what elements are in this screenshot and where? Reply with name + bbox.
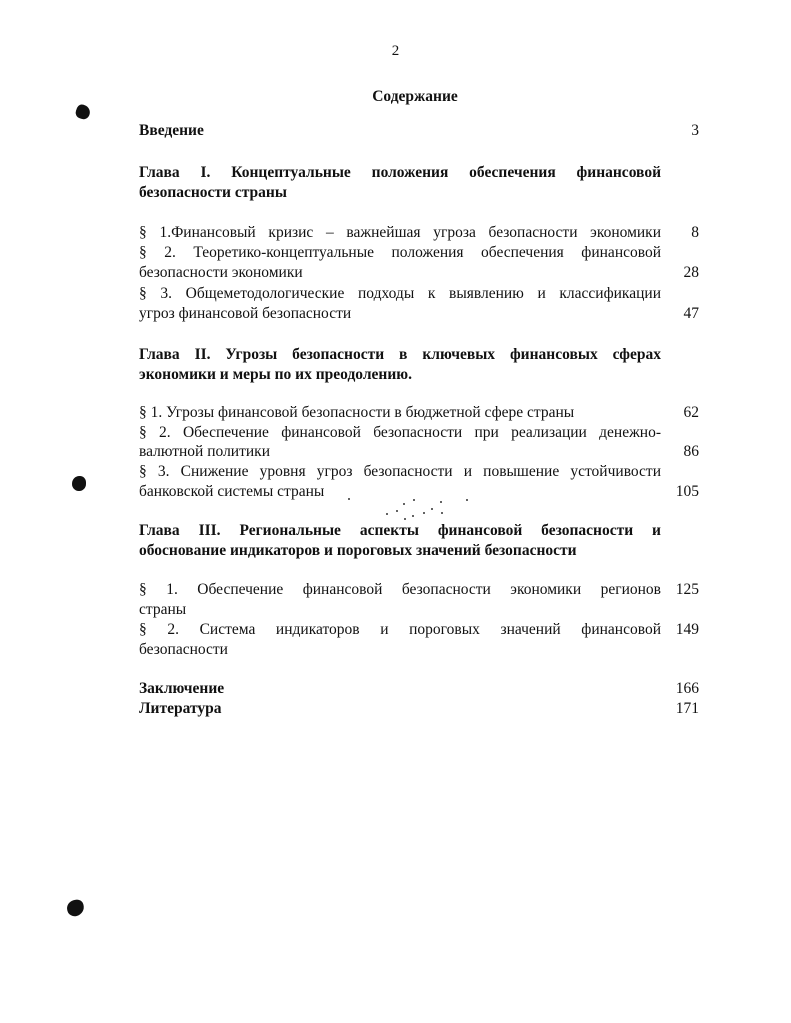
section-page: 47 (683, 305, 699, 322)
scan-speck (441, 512, 443, 514)
chapter-3-heading-line-2 (139, 541, 661, 561)
toc-entry-label: Заключение (139, 680, 225, 697)
chapter-1-section-3-line-2 (139, 304, 661, 324)
scan-blot-middle (72, 476, 86, 491)
chapter-1-heading-text: Глава I. Концептуальные положения обеспечения финансовой (139, 164, 661, 181)
toc-entry-intro (139, 121, 661, 141)
section-text: § 1. Угрозы финансовой безопасности в бюджетной сфере страны (139, 404, 575, 421)
chapter-2-heading-line-2 (139, 365, 661, 385)
chapter-3-heading-text: обоснование индикаторов и пороговых значений безопасности (139, 542, 577, 559)
section-text: § 1. Обеспечение финансовой безопасности экономики регионов (139, 581, 661, 598)
section-text: § 3. Общеметодологические подходы к выявлению и классификации (139, 285, 661, 302)
toc-entry-page: 166 (675, 680, 699, 697)
scan-speck (412, 515, 414, 517)
chapter-2-section-2-line-2 (139, 442, 661, 462)
toc-entry-page: 3 (691, 122, 699, 139)
section-text: § 2. Обеспечение финансовой безопасности при реализации денежно- (139, 424, 661, 441)
chapter-1-section-3-line-1 (139, 284, 661, 304)
scan-speck (396, 510, 398, 512)
section-text: страны (139, 601, 187, 618)
scan-speck (403, 503, 405, 505)
toc-entry-literature (139, 699, 661, 719)
chapter-1-heading-line-2 (139, 183, 661, 203)
chapter-1-section-2-line-1 (139, 243, 661, 263)
section-page: 149 (675, 621, 699, 638)
toc-title: Содержание (372, 88, 458, 105)
chapter-2-section-2-line-1 (139, 423, 661, 443)
chapter-3-section-1-line-2 (139, 600, 661, 620)
chapter-3-section-2-line-2 (139, 640, 661, 660)
chapter-2-section-3-line-2 (139, 482, 661, 502)
section-text: § 2. Система индикаторов и пороговых значений финансовой (139, 621, 661, 638)
chapter-1-heading-line-1 (139, 163, 661, 183)
chapter-2-heading-line-1 (139, 345, 661, 365)
section-text: угроз финансовой безопасности (139, 305, 352, 322)
scan-speck (423, 512, 425, 514)
toc-entry-page: 171 (675, 700, 699, 717)
scan-blot-top (74, 103, 92, 121)
section-text: § 2. Теоретико-концептуальные положения обеспечения финансовой (139, 244, 661, 261)
scan-speck (404, 518, 406, 520)
scan-speck (386, 513, 388, 515)
chapter-2-heading-text: Глава II. Угрозы безопасности в ключевых финансовых сферах (139, 346, 661, 363)
section-text: валютной политики (139, 443, 270, 460)
section-page: 28 (683, 264, 699, 281)
toc-entry-conclusion (139, 679, 661, 699)
toc-entry-label: Литература (139, 700, 222, 717)
section-text: безопасности экономики (139, 264, 303, 281)
section-text: § 1.Финансовый кризис – важнейшая угроза безопасности экономики (139, 224, 661, 241)
section-page: 105 (675, 483, 699, 500)
page-number: 2 (391, 43, 400, 59)
chapter-1-section-2-line-2 (139, 263, 661, 283)
chapter-3-section-2-line-1 (139, 620, 661, 640)
toc-entry-label: Введение (139, 122, 204, 139)
chapter-3-heading-line-1 (139, 521, 661, 541)
section-text: банковской системы страны (139, 483, 325, 500)
chapter-1-heading-text: безопасности страны (139, 184, 287, 201)
chapter-2-section-3-line-1 (139, 462, 661, 482)
chapter-3-section-1-line-1 (139, 580, 661, 600)
section-text: безопасности (139, 641, 228, 658)
scan-speck (431, 508, 433, 510)
section-page: 8 (691, 224, 699, 241)
chapter-2-section-1 (139, 403, 661, 423)
chapter-1-section-1 (139, 223, 661, 243)
chapter-2-heading-text: экономики и меры по их преодолению. (139, 366, 413, 383)
section-page: 86 (683, 443, 699, 460)
scan-blot-bottom (65, 898, 86, 918)
chapter-3-heading-text: Глава III. Региональные аспекты финансовой безопасности и (139, 522, 661, 539)
section-text: § 3. Снижение уровня угроз безопасности и повышение устойчивости (139, 463, 661, 480)
section-page: 62 (683, 404, 699, 421)
section-page: 125 (675, 581, 699, 598)
